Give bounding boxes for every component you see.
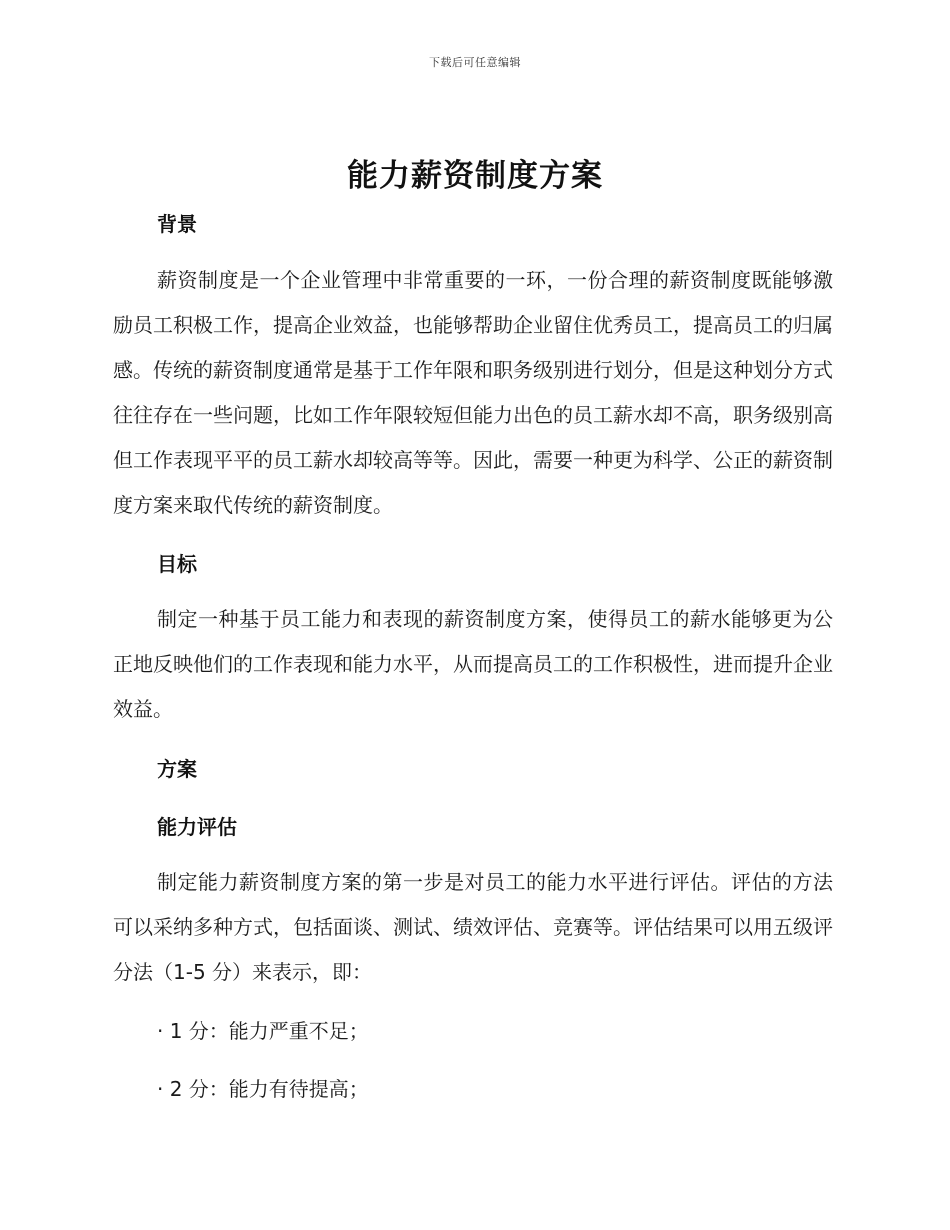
header-note: 下载后可任意编辑	[429, 56, 521, 69]
heading-assessment: 能力评估	[157, 815, 237, 839]
paragraph-goal: 制定一种基于员工能力和表现的薪资制度方案，使得员工的薪水能够更为公正地反映他们的工作表现和能力水平，从而提高员工的工作积极性，进而提升企业效益。	[113, 607, 833, 721]
heading-background: 背景	[157, 212, 197, 236]
list-item: · 1 分：能力严重不足；	[157, 1019, 369, 1043]
heading-plan: 方案	[157, 757, 197, 781]
list-item: · 2 分：能力有待提高；	[157, 1077, 369, 1101]
heading-goal: 目标	[157, 552, 197, 576]
paragraph-assessment: 制定能力薪资制度方案的第一步是对员工的能力水平进行评估。评估的方法可以采纳多种方式，包括面谈、测试、绩效评估、竞赛等。评估结果可以用五级评分法（1-5 分）来表示，即：	[113, 870, 833, 984]
document-title: 能力薪资制度方案	[347, 158, 603, 194]
paragraph-background: 薪资制度是一个企业管理中非常重要的一环，一份合理的薪资制度既能够激励员工积极工作，提高企业效益，也能够帮助企业留住优秀员工，提高员工的归属感。传统的薪资制度通常是基于工作年限和职务级别进行划分，但是这种划分方式往往存在一些问题，比如工作年限较短但能力出色的员工薪水却不高，职务级别高但工作表现平平的员工薪水却较高等等。因此，需要一种更为科学、公正的薪资制度方案来取代传统的薪资制度。	[113, 268, 833, 517]
